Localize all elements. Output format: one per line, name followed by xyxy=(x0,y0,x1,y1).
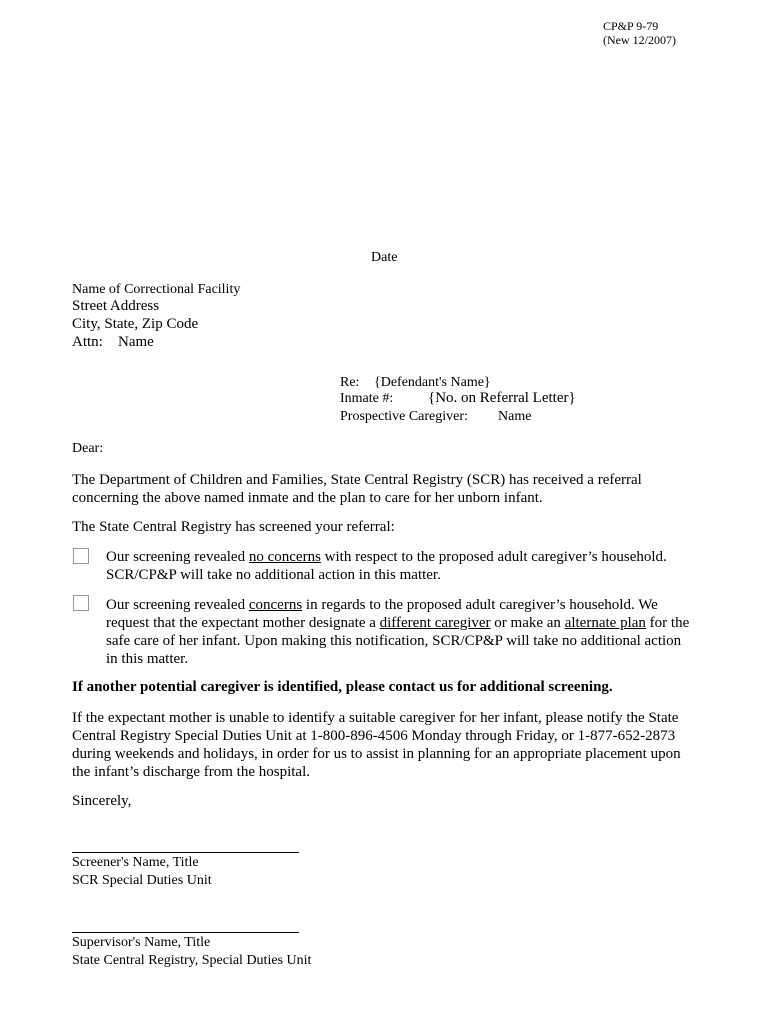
salutation: Dear: xyxy=(72,441,104,456)
closing-line-3: during weekends and holidays, in order for us to assist in planning for an appropriate placement upon xyxy=(72,746,681,762)
closing-line-1: If the expectant mother is unable to identify a suitable caregiver for her infant, please notify the State xyxy=(72,710,679,726)
option2-line-4: in this matter. xyxy=(106,651,189,667)
supervisor-unit: State Central Registry, Special Duties Unit xyxy=(72,953,312,968)
signature-line-supervisor xyxy=(72,932,299,933)
option1-text-pre: Our screening revealed xyxy=(106,549,249,565)
option2-concerns-underlined: concerns xyxy=(248,597,303,613)
option-no-concerns xyxy=(106,548,667,584)
option2-alternate-plan: alternate plan xyxy=(564,615,646,631)
concerns-checkbox[interactable] xyxy=(73,595,89,611)
recipient-facility: Name of Correctional Facility xyxy=(72,282,241,297)
inmate-label: Inmate #: xyxy=(340,391,394,406)
date-label: Date xyxy=(371,250,398,265)
option1-line-2: SCR/CP&P will take no additional action in this matter. xyxy=(106,567,441,583)
recipient-attn-label: Attn: xyxy=(72,334,103,350)
bold-notice: If another potential caregiver is identified, please contact us for additional screening. xyxy=(72,679,613,695)
supervisor-name-title: Supervisor's Name, Title xyxy=(72,935,211,950)
intro-paragraph xyxy=(72,471,642,507)
screener-name-title: Screener's Name, Title xyxy=(72,855,199,870)
option2-text-pre: Our screening revealed xyxy=(106,597,249,613)
recipient-attn-name: Name xyxy=(118,334,154,350)
intro-line-1: The Department of Children and Families, State Central Registry (SCR) has received a referral xyxy=(72,472,642,488)
screener-unit: SCR Special Duties Unit xyxy=(72,873,212,888)
re-label: Re: xyxy=(340,375,360,390)
option2-line2-mid: or make an xyxy=(490,615,565,631)
caregiver-value: Name xyxy=(498,409,532,424)
option-concerns xyxy=(106,596,689,668)
closing-line-2: Central Registry Special Duties Unit at 1-800-896-4506 Monday through Friday, or 1-877-652-2873 xyxy=(72,728,676,744)
sincerely: Sincerely, xyxy=(72,793,132,809)
caregiver-label: Prospective Caregiver: xyxy=(340,409,468,424)
recipient-city: City, State, Zip Code xyxy=(72,316,199,332)
option2-different-caregiver: different caregiver xyxy=(379,615,491,631)
option2-line2-post: for the xyxy=(645,615,690,631)
re-value: {Defendant's Name} xyxy=(374,375,491,390)
option2-line-3: safe care of her infant. Upon making this notification, SCR/CP&P will take no additional action xyxy=(106,633,682,649)
intro-line-2: concerning the above named inmate and the plan to care for her unborn infant. xyxy=(72,490,543,506)
option2-line2-pre: request that the expectant mother designate a xyxy=(106,615,380,631)
recipient-street: Street Address xyxy=(72,298,160,314)
option1-no-concerns-underlined: no concerns xyxy=(248,549,321,565)
closing-line-4: the infant’s discharge from the hospital. xyxy=(72,764,311,780)
form-number: CP&P 9-79 xyxy=(603,19,659,33)
form-revision: (New 12/2007) xyxy=(603,33,676,47)
screened-statement: The State Central Registry has screened your referral: xyxy=(72,519,395,535)
inmate-value: {No. on Referral Letter} xyxy=(428,390,576,406)
option1-text-post: with respect to the proposed adult caregiver’s household. xyxy=(320,549,667,565)
signature-line-screener xyxy=(72,852,299,853)
option2-text-post: in regards to the proposed adult caregiver’s household. We xyxy=(302,597,658,613)
no-concerns-checkbox[interactable] xyxy=(73,548,89,564)
closing-paragraph xyxy=(72,709,681,781)
